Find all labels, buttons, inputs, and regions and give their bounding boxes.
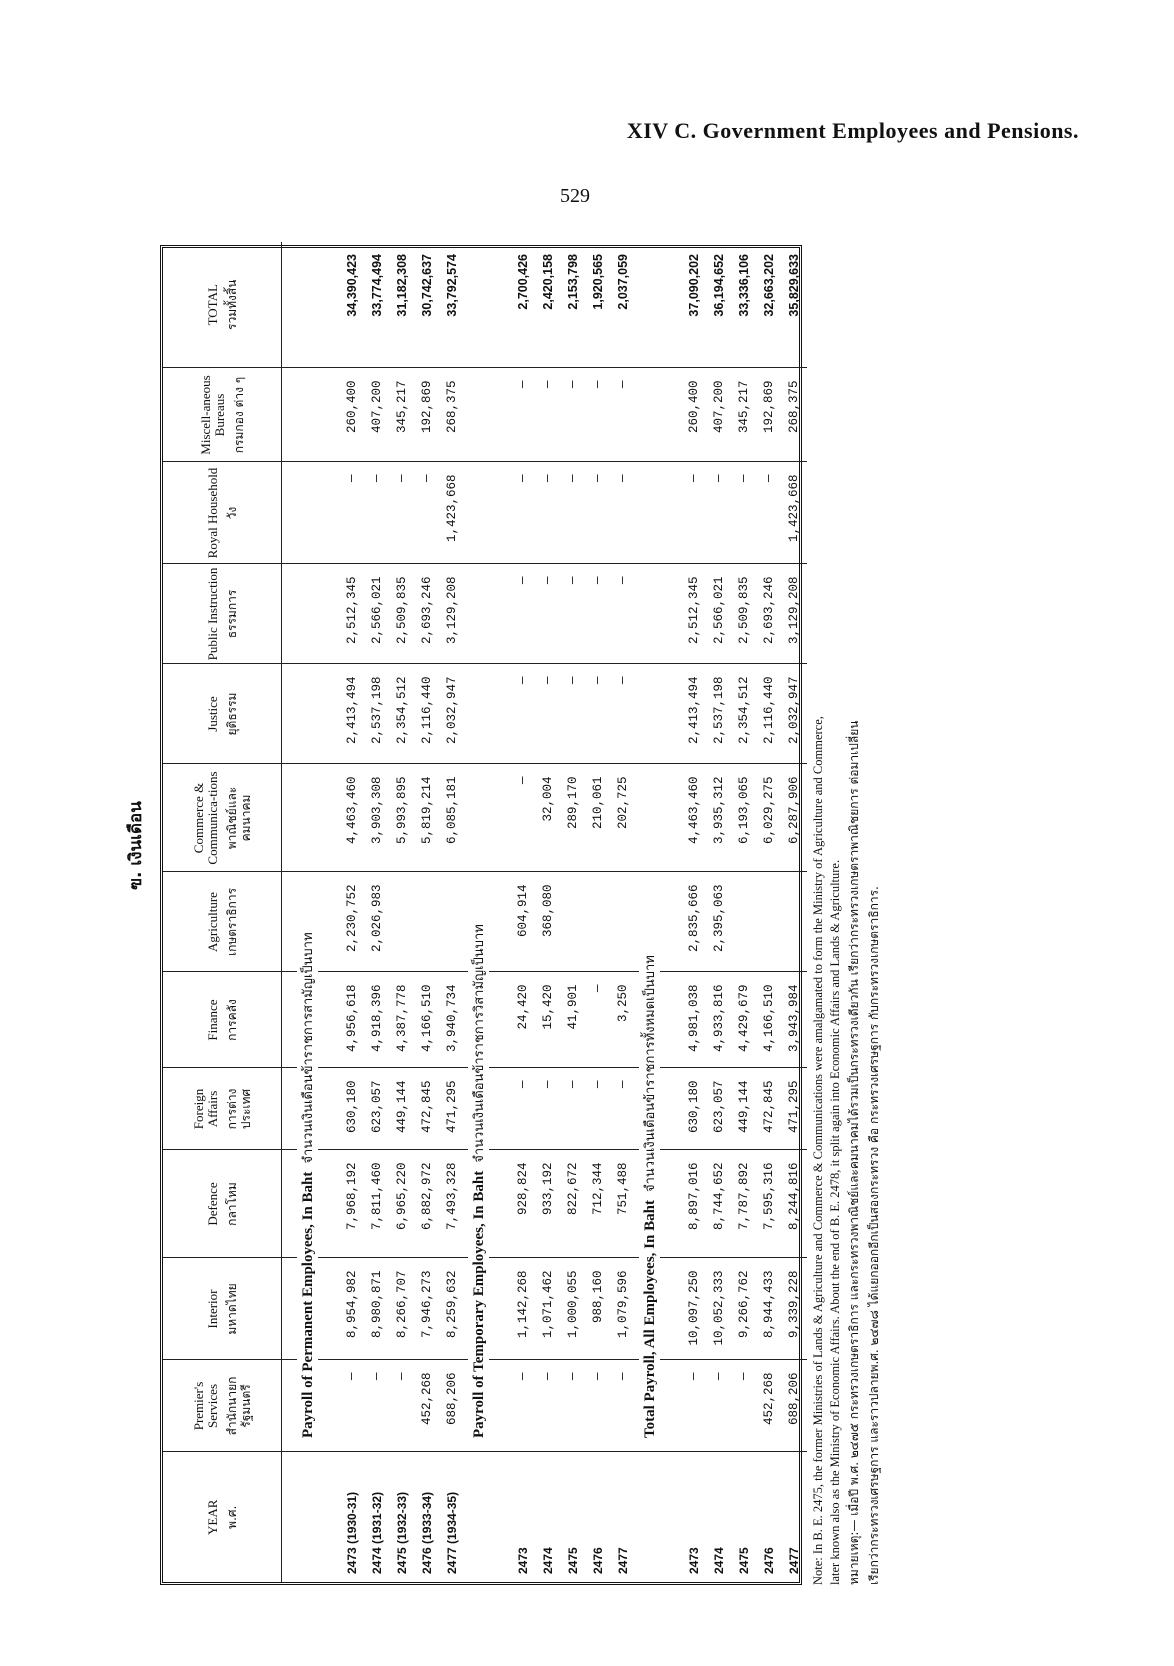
- section-title-permanent: Payroll of Permanent Employees, In Bahtจำนวนเงินเดือนข้าราชการสามัญเป็นบาท: [297, 928, 318, 1442]
- table-cell: 8,944,433: [762, 1270, 776, 1339]
- table-cell: —: [516, 676, 530, 685]
- table-cell: 3,935,312: [712, 776, 726, 845]
- table-cell: 2,413,494: [687, 676, 701, 745]
- table-cell: 2,509,835: [737, 576, 751, 645]
- section-title-temporary: Payroll of Temporary Employees, In Bahtจำนวนเงินเดือนข้าราชการวิสามัญเป็นบาท: [468, 920, 489, 1442]
- column-header: [163, 368, 282, 462]
- table-cell: —: [762, 474, 776, 483]
- column-header-th: ธรรมการ: [224, 589, 239, 639]
- table-cell: 8,244,816: [787, 1162, 801, 1231]
- table-cell: 33,792,574: [445, 254, 459, 317]
- column-header-en: Agriculture: [204, 892, 220, 952]
- table-cell: —: [712, 1372, 726, 1381]
- table-cell: 3,129,208: [787, 576, 801, 645]
- table-cell: 2,420,158: [541, 254, 555, 310]
- table-cell: 449,144: [737, 1080, 751, 1134]
- table-cell: —: [591, 474, 605, 483]
- note-th-line-2: เรียกว่ากระทรวงเศรษฐการ และราวปลายพ.ศ. ๒๔๗๘ ได้แยกออกอีกเป็นสองกระทรวง คือ กระทรวงเศรษฐการ กับกระทรวงเกษตราธิการ.: [867, 886, 881, 1585]
- table-cell: 7,787,892: [737, 1162, 751, 1231]
- table-cell: 289,170: [566, 776, 580, 830]
- column-header-en: Royal Household: [204, 467, 220, 559]
- table-cell: —: [566, 380, 580, 389]
- table-cell: 3,250: [616, 984, 630, 1023]
- table-cell: —: [541, 676, 555, 685]
- table-cell: —: [420, 474, 434, 483]
- column-header-en: Interior: [204, 1289, 220, 1329]
- column-header-en: TOTAL: [204, 284, 220, 326]
- column-header-th: พาณิชย์และ คมนาคม: [224, 786, 253, 850]
- column-header: [163, 462, 282, 564]
- table-cell: 4,956,618: [345, 984, 359, 1053]
- column-body: [282, 1068, 808, 1150]
- column-header-th: เกษตราธิการ: [224, 887, 239, 957]
- table-cell: —: [712, 474, 726, 483]
- table-cell: 260,400: [687, 380, 701, 434]
- table-cell: 3,903,308: [370, 776, 384, 845]
- table-cell: —: [541, 1372, 555, 1381]
- rotated-table-page: [126, 235, 900, 1585]
- table-cell: 2,700,426: [516, 254, 530, 310]
- table-cell: —: [370, 1372, 384, 1381]
- table-cell: 210,061: [591, 776, 605, 830]
- table-cell: 688,206: [787, 1372, 801, 1426]
- column-header-en: Defence: [204, 1182, 220, 1226]
- table-cell: 2,116,440: [420, 676, 434, 745]
- column-body: [282, 1258, 808, 1360]
- table-cell: 8,744,652: [712, 1162, 726, 1231]
- column-body: [282, 242, 808, 368]
- table-cell: 4,463,460: [687, 776, 701, 845]
- table-cell: 2,354,512: [737, 676, 751, 745]
- table-header-row: [163, 242, 282, 1582]
- table-cell: 988,160: [591, 1270, 605, 1324]
- column-header-en: Miscell-aneous Bureaus: [197, 375, 227, 455]
- table-cell: 688,206: [445, 1372, 459, 1426]
- table-cell: 2,395,063: [712, 884, 726, 953]
- table-cell: 928,824: [516, 1162, 530, 1216]
- table-cell: 1,920,565: [591, 254, 605, 310]
- table-cell: —: [591, 380, 605, 389]
- table-cell: —: [687, 1372, 701, 1381]
- column-header: [163, 242, 282, 368]
- table-cell: 1,142,268: [516, 1270, 530, 1339]
- year-cell: 2476 (1933-34): [420, 1491, 434, 1574]
- table-body-row: [282, 242, 808, 1582]
- table-cell: —: [541, 576, 555, 585]
- table-cell: 2,566,021: [370, 576, 384, 645]
- table-cell: —: [566, 474, 580, 483]
- column-body: [282, 1360, 808, 1452]
- table-cell: 268,375: [445, 380, 459, 434]
- column-header-en: Finance: [204, 999, 220, 1041]
- table-cell: [561, 873, 586, 972]
- column-body: [282, 972, 808, 1068]
- table-cell: 32,004: [541, 776, 555, 822]
- table-cell: —: [616, 1080, 630, 1089]
- table-cell: [586, 873, 611, 972]
- table-cell: 268,375: [787, 380, 801, 434]
- column-body: [282, 764, 808, 872]
- table-cell: 2,230,752: [345, 884, 359, 953]
- table-cell: 407,200: [712, 380, 726, 434]
- column-header-en: Public Instruction: [204, 567, 220, 661]
- table-cell: 933,192: [541, 1162, 555, 1216]
- table-cell: 5,819,214: [420, 776, 434, 845]
- column-header-th: มหาดไทย: [224, 1283, 239, 1335]
- table-cell: 822,672: [566, 1162, 580, 1216]
- table-cell: 4,463,460: [345, 776, 359, 845]
- table-cell: 192,869: [420, 380, 434, 434]
- table-cell: 260,400: [345, 380, 359, 434]
- year-cell: 2477: [787, 1547, 801, 1574]
- table-cell: 33,336,106: [737, 254, 751, 317]
- table-cell: 31,182,308: [395, 254, 409, 317]
- table-cell: 4,918,396: [370, 984, 384, 1053]
- table-cell: 471,295: [787, 1080, 801, 1134]
- table-cell: 7,811,460: [370, 1162, 384, 1231]
- column-header-th: การคลัง: [224, 999, 239, 1041]
- table-cell: 9,339,228: [787, 1270, 801, 1339]
- column-header-th: พ.ศ.: [224, 1505, 239, 1529]
- table-cell: —: [566, 1080, 580, 1089]
- table-cell: 7,493,328: [445, 1162, 459, 1231]
- column-header: [163, 1068, 282, 1150]
- year-cell: 2473: [516, 1547, 530, 1574]
- table-cell: [415, 873, 440, 972]
- notes: [810, 245, 884, 1585]
- table-cell: 452,268: [762, 1372, 776, 1426]
- table-cell: —: [541, 474, 555, 483]
- table-cell: 5,993,895: [395, 776, 409, 845]
- table-cell: 7,968,192: [345, 1162, 359, 1231]
- table-cell: 472,845: [420, 1080, 434, 1134]
- column-header-th: กรมกอง ต่าง ๆ: [231, 376, 246, 454]
- year-cell: 2476: [762, 1547, 776, 1574]
- table-cell: 2,153,798: [566, 254, 580, 310]
- year-cell: 2476: [591, 1547, 605, 1574]
- table-cell: 36,194,652: [712, 254, 726, 317]
- running-head: XIV C. Government Employees and Pensions.: [626, 118, 1079, 143]
- column-body: [282, 1150, 808, 1258]
- column-header: [163, 1452, 282, 1582]
- year-cell: 2477: [616, 1547, 630, 1574]
- table-cell: 2,537,198: [712, 676, 726, 745]
- column-header: [163, 872, 282, 972]
- table-cell: 1,423,668: [787, 474, 801, 543]
- table-cell: —: [616, 576, 630, 585]
- column-header: [163, 972, 282, 1068]
- table-cell: 7,595,316: [762, 1162, 776, 1231]
- table-cell: 6,193,065: [737, 776, 751, 845]
- table-cell: 2,354,512: [395, 676, 409, 745]
- column-body: [282, 872, 808, 972]
- table-cell: —: [541, 1080, 555, 1089]
- column-header-th: กลาโหม: [224, 1182, 239, 1226]
- table-cell: 471,295: [445, 1080, 459, 1134]
- year-cell: 2473 (1930-31): [345, 1491, 359, 1574]
- table-cell: —: [516, 1080, 530, 1089]
- table-cell: —: [516, 474, 530, 483]
- table-cell: 32,663,202: [762, 254, 776, 317]
- table-cell: 15,420: [541, 984, 555, 1030]
- column-header-en: Justice: [204, 696, 220, 732]
- column-header: [163, 764, 282, 872]
- table-cell: 3,940,734: [445, 984, 459, 1053]
- table-cell: —: [516, 776, 530, 785]
- table-cell: 8,266,707: [395, 1270, 409, 1339]
- table-cell: 4,981,038: [687, 984, 701, 1053]
- table-cell: 623,057: [712, 1080, 726, 1134]
- table-frame: [160, 245, 802, 1585]
- column-header-th: รวมทั้งสิ้น: [224, 279, 239, 330]
- table-cell: 35,829,633: [787, 254, 801, 317]
- table-cell: —: [516, 576, 530, 585]
- table-cell: —: [566, 576, 580, 585]
- table-cell: 6,029,275: [762, 776, 776, 845]
- table-cell: 2,835,666: [687, 884, 701, 953]
- year-cell: 2477 (1934-35): [445, 1491, 459, 1574]
- thai-table-title: ฃ. เงินเดือน: [126, 801, 146, 890]
- column-header: [163, 1150, 282, 1258]
- year-cell: 2475 (1932-33): [395, 1491, 409, 1574]
- column-body: [282, 564, 808, 664]
- table-cell: 630,180: [345, 1080, 359, 1134]
- table-cell: 2,537,198: [370, 676, 384, 745]
- table-cell: 2,116,440: [762, 676, 776, 745]
- table-cell: 604,914: [516, 884, 530, 938]
- table-cell: 4,166,510: [762, 984, 776, 1053]
- table-cell: —: [516, 380, 530, 389]
- table-cell: [390, 873, 415, 972]
- table-cell: 2,512,345: [345, 576, 359, 645]
- table-cell: —: [616, 676, 630, 685]
- table-cell: 6,287,906: [787, 776, 801, 845]
- table-cell: 2,512,345: [687, 576, 701, 645]
- table-cell: 472,845: [762, 1080, 776, 1134]
- table-cell: 1,423,668: [445, 474, 459, 543]
- table-cell: 4,166,510: [420, 984, 434, 1053]
- table-cell: —: [345, 1372, 359, 1381]
- table-cell: —: [370, 474, 384, 483]
- year-cell: 2474: [712, 1547, 726, 1574]
- section-title-total: Total Payroll, All Employees, In Bahtจำนวนเงินเดือนข้าราชการทั้งหมดเป็นบาท: [639, 951, 660, 1442]
- table-cell: 6,965,220: [395, 1162, 409, 1231]
- note-th-line-1: หมายเหตุ:— เมื่อปี พ.ศ. ๒๔๗๕ กระทรวงเกษตราธิการ และกระทรวงพาณิชย์และคมนาคมได้รวมเป็นกระทรวงเดียวกัน เรียกว่ากระทรวงเกษตราพาณิชยการ ต่อมาเปลี่ยน: [847, 720, 861, 1585]
- column-header-en: Commerce & Communica-tions: [190, 771, 220, 865]
- column-header: [163, 1360, 282, 1452]
- table-cell: [757, 873, 782, 972]
- column-header-th: การต่าง ประเทศ: [224, 1088, 253, 1130]
- note-en-line-2: later known also as the Ministry of Economic Affairs. About the end of B. E. 2478, it split again into Economic Affairs and Lands & Agriculture.: [828, 859, 842, 1585]
- table-cell: 41,901: [566, 984, 580, 1030]
- table-cell: [440, 873, 465, 972]
- column-body: [282, 664, 808, 764]
- year-cell: 2474 (1931-32): [370, 1491, 384, 1574]
- table-cell: 407,200: [370, 380, 384, 434]
- table-cell: —: [616, 1372, 630, 1381]
- table-cell: 202,725: [616, 776, 630, 830]
- table-cell: 7,946,273: [420, 1270, 434, 1339]
- table-cell: 2,413,494: [345, 676, 359, 745]
- table-cell: 6,085,181: [445, 776, 459, 845]
- table-cell: 3,129,208: [445, 576, 459, 645]
- table-cell: —: [516, 1372, 530, 1381]
- table-cell: 345,217: [395, 380, 409, 434]
- table-cell: —: [395, 474, 409, 483]
- table-cell: 4,933,816: [712, 984, 726, 1053]
- table-cell: [611, 873, 636, 972]
- column-header: [163, 564, 282, 664]
- table-cell: 8,980,871: [370, 1270, 384, 1339]
- table-cell: 2,693,246: [420, 576, 434, 645]
- table-cell: 8,897,016: [687, 1162, 701, 1231]
- table-cell: —: [687, 474, 701, 483]
- table-cell: 623,057: [370, 1080, 384, 1134]
- table-cell: 2,037,059: [616, 254, 630, 310]
- table-cell: —: [566, 1372, 580, 1381]
- column-body: [282, 1452, 808, 1582]
- table-cell: 452,268: [420, 1372, 434, 1426]
- table-cell: 192,869: [762, 380, 776, 434]
- table-cell: —: [395, 1372, 409, 1381]
- table-cell: [782, 873, 807, 972]
- page-number: 529: [560, 185, 590, 207]
- table-cell: 368,080: [541, 884, 555, 938]
- table-cell: [732, 873, 757, 972]
- table-cell: —: [616, 474, 630, 483]
- table-cell: —: [616, 380, 630, 389]
- table-cell: 8,259,632: [445, 1270, 459, 1339]
- table-cell: —: [591, 576, 605, 585]
- table-cell: —: [591, 984, 605, 993]
- column-header-en: YEAR: [204, 1499, 220, 1535]
- column-header-th: ยุติธรรม: [224, 692, 239, 736]
- column-header-en: Foreign Affairs: [190, 1088, 220, 1130]
- note-en-line-1: Note: In B. E. 2475, the former Ministries of Lands & Agriculture and Commerce & Communications were amalgamated to form the Ministry of Agriculture and Commerce,: [811, 716, 825, 1585]
- table-cell: 630,180: [687, 1080, 701, 1134]
- year-cell: 2475: [737, 1547, 751, 1574]
- table-cell: 6,882,972: [420, 1162, 434, 1231]
- table-cell: —: [737, 474, 751, 483]
- table-cell: 8,954,982: [345, 1270, 359, 1339]
- column-body: [282, 368, 808, 462]
- table-cell: 751,488: [616, 1162, 630, 1216]
- table-cell: —: [591, 1372, 605, 1381]
- column-header: [163, 1258, 282, 1360]
- table-cell: 24,420: [516, 984, 530, 1030]
- table-cell: —: [591, 676, 605, 685]
- table-cell: 1,071,462: [541, 1270, 555, 1339]
- column-header-en: Premier's Services: [190, 1381, 220, 1431]
- table-cell: 345,217: [737, 380, 751, 434]
- table-cell: —: [591, 1080, 605, 1089]
- table-cell: 4,429,679: [737, 984, 751, 1053]
- table-cell: 2,026,983: [370, 884, 384, 953]
- table-cell: —: [541, 380, 555, 389]
- column-header-th: สำนักนายก รัฐมนตรี: [224, 1376, 253, 1436]
- column-body: [282, 462, 808, 564]
- table-cell: 4,387,778: [395, 984, 409, 1053]
- table-cell: 9,266,762: [737, 1270, 751, 1339]
- table-cell: 2,693,246: [762, 576, 776, 645]
- table-cell: 37,090,202: [687, 254, 701, 317]
- table-cell: 449,144: [395, 1080, 409, 1134]
- table-cell: 30,742,637: [420, 254, 434, 317]
- column-header: [163, 664, 282, 764]
- table-cell: 1,079,596: [616, 1270, 630, 1339]
- table-cell: 2,032,947: [787, 676, 801, 745]
- column-header-th: วัง: [224, 506, 239, 520]
- year-cell: 2475: [566, 1547, 580, 1574]
- table-cell: 10,097,250: [687, 1270, 701, 1346]
- table-cell: 33,774,494: [370, 254, 384, 317]
- table-cell: 1,000,055: [566, 1270, 580, 1339]
- table-cell: 2,566,021: [712, 576, 726, 645]
- table-cell: 2,509,835: [395, 576, 409, 645]
- year-cell: 2474: [541, 1547, 555, 1574]
- table-cell: 712,344: [591, 1162, 605, 1216]
- table-cell: 3,943,984: [787, 984, 801, 1053]
- table-cell: —: [345, 474, 359, 483]
- year-cell: 2473: [687, 1547, 701, 1574]
- table-cell: 10,052,333: [712, 1270, 726, 1346]
- table-cell: —: [566, 676, 580, 685]
- table-cell: —: [737, 1372, 751, 1381]
- table-cell: 2,032,947: [445, 676, 459, 745]
- table-cell: 34,390,423: [345, 254, 359, 317]
